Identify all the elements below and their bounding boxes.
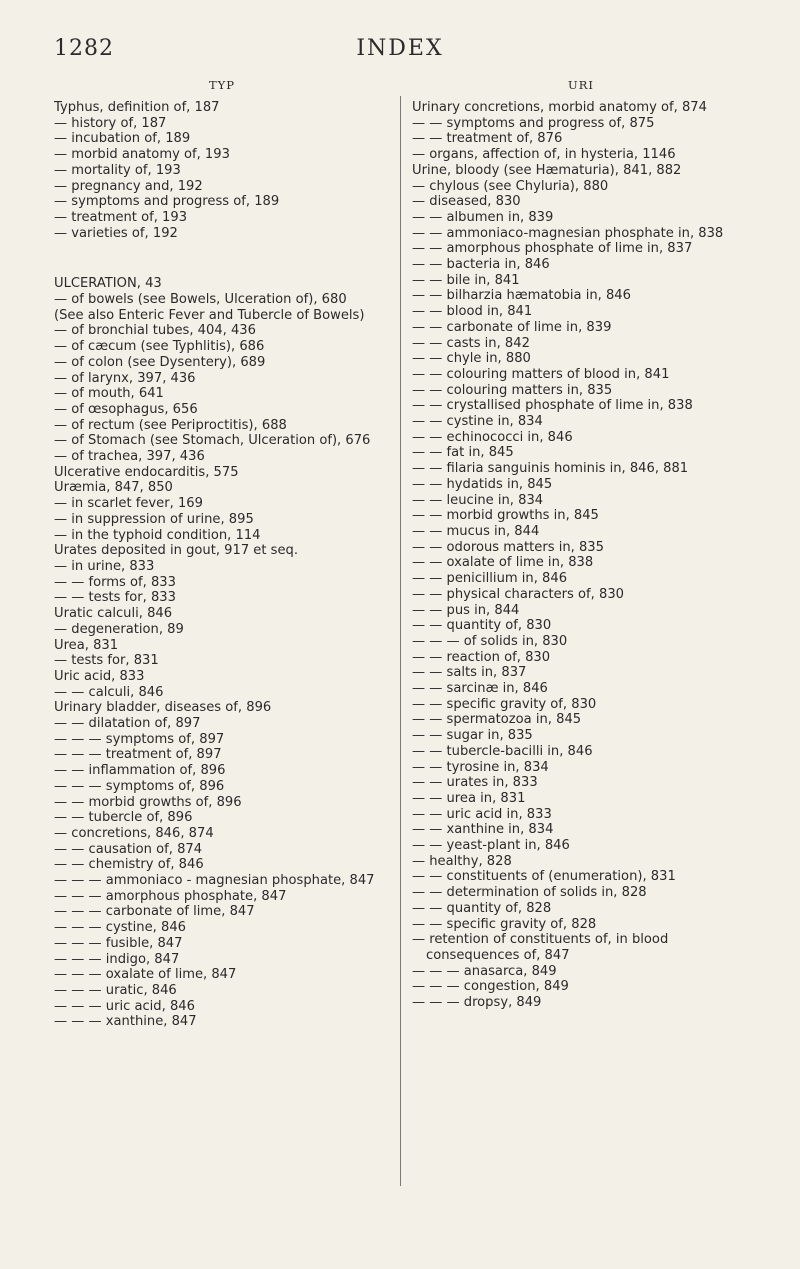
index-entry: — — fat in, 845 <box>412 445 514 461</box>
index-entry: — — blood in, 841 <box>412 304 533 320</box>
index-entry: — — — amorphous phosphate, 847 <box>54 888 287 904</box>
index-entry: — chylous (see Chyluria), 880 <box>412 178 609 194</box>
index-entry: — symptoms and progress of, 189 <box>54 194 280 210</box>
index-entry: — of larynx, 397, 436 <box>54 370 196 386</box>
index-entry: — of bowels (see Bowels, Ulceration of), 680 <box>54 292 347 308</box>
column-divider <box>400 96 401 1186</box>
index-entry: — — symptoms and progress of, 875 <box>412 115 655 131</box>
index-column-left <box>54 78 390 1030</box>
index-entry: — — odorous matters in, 835 <box>412 539 604 555</box>
index-entry: — — — xanthine, 847 <box>54 1014 197 1030</box>
index-entry: — — tubercle of, 896 <box>54 810 193 826</box>
index-entry: — — causation of, 874 <box>54 841 203 857</box>
index-entry: — — leucine in, 834 <box>412 492 544 508</box>
index-entry: Ulcerative endocarditis, 575 <box>54 464 239 480</box>
index-entry: — tests for, 831 <box>54 653 159 669</box>
index-entry: — — — fusible, 847 <box>54 935 183 951</box>
index-entry: — — quantity of, 828 <box>412 900 552 916</box>
index-entry: — — specific gravity of, 830 <box>412 696 597 712</box>
index-entry: — — spermatozoa in, 845 <box>412 712 582 728</box>
index-entry: — concretions, 846, 874 <box>54 825 214 841</box>
index-entry: ULCERATION, 43 <box>54 276 162 292</box>
index-entry: — — — anasarca, 849 <box>412 963 557 979</box>
index-entry: — — inflammation of, 896 <box>54 763 226 779</box>
page-title: INDEX <box>356 36 444 61</box>
index-entry: — of œsophagus, 656 <box>54 401 198 417</box>
index-entry: — of bronchial tubes, 404, 436 <box>54 323 256 339</box>
index-entry: — degeneration, 89 <box>54 621 184 637</box>
index-entry: — — determination of solids in, 828 <box>412 885 647 901</box>
index-entry: — — tubercle-bacilli in, 846 <box>412 743 593 759</box>
index-entry: — — yeast-plant in, 846 <box>412 838 570 854</box>
index-entry: — — tyrosine in, 834 <box>412 759 549 775</box>
index-entry: Typhus, definition of, 187 <box>54 100 220 115</box>
index-entry: — — — uric acid, 846 <box>54 998 195 1014</box>
index-entry: — — calculi, 846 <box>54 684 164 700</box>
index-entry: — — pus in, 844 <box>412 602 520 618</box>
index-entry: — — — symptoms of, 897 <box>54 731 225 747</box>
index-entry: — — salts in, 837 <box>412 665 527 681</box>
index-entry: — — morbid growths of, 896 <box>54 794 242 810</box>
index-entry: — — colouring matters of blood in, 841 <box>412 366 670 382</box>
index-entry: — — crystallised phosphate of lime in, 838 <box>412 398 693 414</box>
index-entry: Urates deposited in gout, 917 et seq. <box>54 543 299 559</box>
index-entry: Urea, 831 <box>54 637 119 653</box>
index-entry: — of cæcum (see Typhlitis), 686 <box>54 339 265 355</box>
index-entry: — — bilharzia hæmatobia in, 846 <box>412 288 631 304</box>
index-entry: — — chyle in, 880 <box>412 351 531 367</box>
index-entry: — — morbid growths in, 845 <box>412 508 599 524</box>
page-header <box>0 36 800 70</box>
index-entry: — — specific gravity of, 828 <box>412 916 597 932</box>
index-entry: — — forms of, 833 <box>54 574 176 590</box>
index-entry: — — chemistry of, 846 <box>54 857 204 873</box>
index-entry: — — — uratic, 846 <box>54 982 177 998</box>
index-entry: — — sarcinæ in, 846 <box>412 681 548 697</box>
index-entry: — — — indigo, 847 <box>54 951 180 967</box>
index-entry: — — bacteria in, 846 <box>412 257 550 273</box>
index-entry: — — carbonate of lime in, 839 <box>412 319 612 335</box>
index-column-right <box>412 78 750 1011</box>
index-entry: — — treatment of, 876 <box>412 131 563 147</box>
index-entry: — — reaction of, 830 <box>412 649 551 665</box>
index-entry: — of mouth, 641 <box>54 386 164 402</box>
index-entry: — diseased, 830 <box>412 194 521 210</box>
index-entry: — — albumen in, 839 <box>412 209 554 225</box>
index-entry: Urinary bladder, diseases of, 896 <box>54 700 272 716</box>
index-entry: — — — dropsy, 849 <box>412 995 542 1011</box>
index-entry: — — hydatids in, 845 <box>412 476 553 492</box>
index-entry: Uræmia, 847, 850 <box>54 480 173 496</box>
index-entry: (See also Enteric Fever and Tubercle of Bowels) <box>54 307 365 323</box>
index-entry: — — colouring matters in, 835 <box>412 382 613 398</box>
index-entry: — in suppression of urine, 895 <box>54 511 254 527</box>
index-entry: — — — cystine, 846 <box>54 920 186 936</box>
index-entry: — healthy, 828 <box>412 853 512 869</box>
index-entry: — morbid anatomy of, 193 <box>54 147 230 163</box>
index-entry: — — sugar in, 835 <box>412 728 533 744</box>
index-entry: — — — treatment of, 897 <box>54 747 222 763</box>
index-entry: — — ammoniaco-magnesian phosphate in, 838 <box>412 225 724 241</box>
index-entry: — — — carbonate of lime, 847 <box>54 904 255 920</box>
index-entry: — — penicillium in, 846 <box>412 571 568 587</box>
index-entry: — of colon (see Dysentery), 689 <box>54 354 266 370</box>
index-entry: — — — of solids in, 830 <box>412 633 568 649</box>
index-entry: — treatment of, 193 <box>54 209 188 225</box>
index-entry: — — dilatation of, 897 <box>54 716 201 732</box>
index-entry: — — — congestion, 849 <box>412 979 569 995</box>
index-entry: Uric acid, 833 <box>54 668 145 684</box>
index-entry: — — mucus in, 844 <box>412 523 540 539</box>
index-entry: — — bile in, 841 <box>412 272 520 288</box>
index-entry: — mortality of, 193 <box>54 162 181 178</box>
index-entry: — of trachea, 397, 436 <box>54 449 205 465</box>
index-entry: — — echinococci in, 846 <box>412 429 573 445</box>
index-entry: — retention of constituents of, in blood consequences of, 847 <box>412 932 669 963</box>
entry-list-left <box>54 100 390 1030</box>
index-entry: — history of, 187 <box>54 115 167 131</box>
index-entry: — organs, affection of, in hysteria, 1146 <box>412 147 676 163</box>
index-entry: — in scarlet fever, 169 <box>54 496 203 512</box>
index-entry: Urinary concretions, morbid anatomy of, 874 <box>412 100 707 115</box>
index-entry: Urine, bloody (see Hæmaturia), 841, 882 <box>412 162 682 178</box>
index-entry: — of Stomach (see Stomach, Ulceration of), 676 <box>54 433 371 449</box>
index-entry: — — — symptoms of, 896 <box>54 778 225 794</box>
index-entry: — — urates in, 833 <box>412 775 538 791</box>
index-entry: — — oxalate of lime in, 838 <box>412 555 594 571</box>
index-entry: — incubation of, 189 <box>54 131 191 147</box>
index-entry: — — — oxalate of lime, 847 <box>54 967 237 983</box>
index-entry: — — casts in, 842 <box>412 335 530 351</box>
index-entry: — — amorphous phosphate of lime in, 837 <box>412 241 693 257</box>
index-entry: — — — ammoniaco - magnesian phosphate, 847 <box>54 873 375 889</box>
index-entry: — — constituents of (enumeration), 831 <box>412 869 676 885</box>
index-entry: — — quantity of, 830 <box>412 618 552 634</box>
index-entry: — — urea in, 831 <box>412 790 526 806</box>
index-entry: — — cystine in, 834 <box>412 414 543 430</box>
index-entry: — — xanthine in, 834 <box>412 822 554 838</box>
guide-word-right: URI <box>568 78 594 92</box>
guide-word-left: TYP <box>209 78 235 92</box>
index-entry: — pregnancy and, 192 <box>54 178 203 194</box>
index-entry: — — uric acid in, 833 <box>412 806 552 822</box>
index-entry: — — physical characters of, 830 <box>412 586 624 602</box>
index-entry: — — tests for, 833 <box>54 590 176 606</box>
index-entry: — in the typhoid condition, 114 <box>54 527 261 543</box>
index-entry: — of rectum (see Periproctitis), 688 <box>54 417 287 433</box>
index-entry: — — filaria sanguinis hominis in, 846, 881 <box>412 461 689 477</box>
index-entry: — varieties of, 192 <box>54 225 178 241</box>
page-number: 1282 <box>54 36 114 61</box>
index-entry: Uratic calculi, 846 <box>54 606 173 622</box>
entry-list-right <box>412 100 750 1011</box>
index-entry: — in urine, 833 <box>54 558 155 574</box>
